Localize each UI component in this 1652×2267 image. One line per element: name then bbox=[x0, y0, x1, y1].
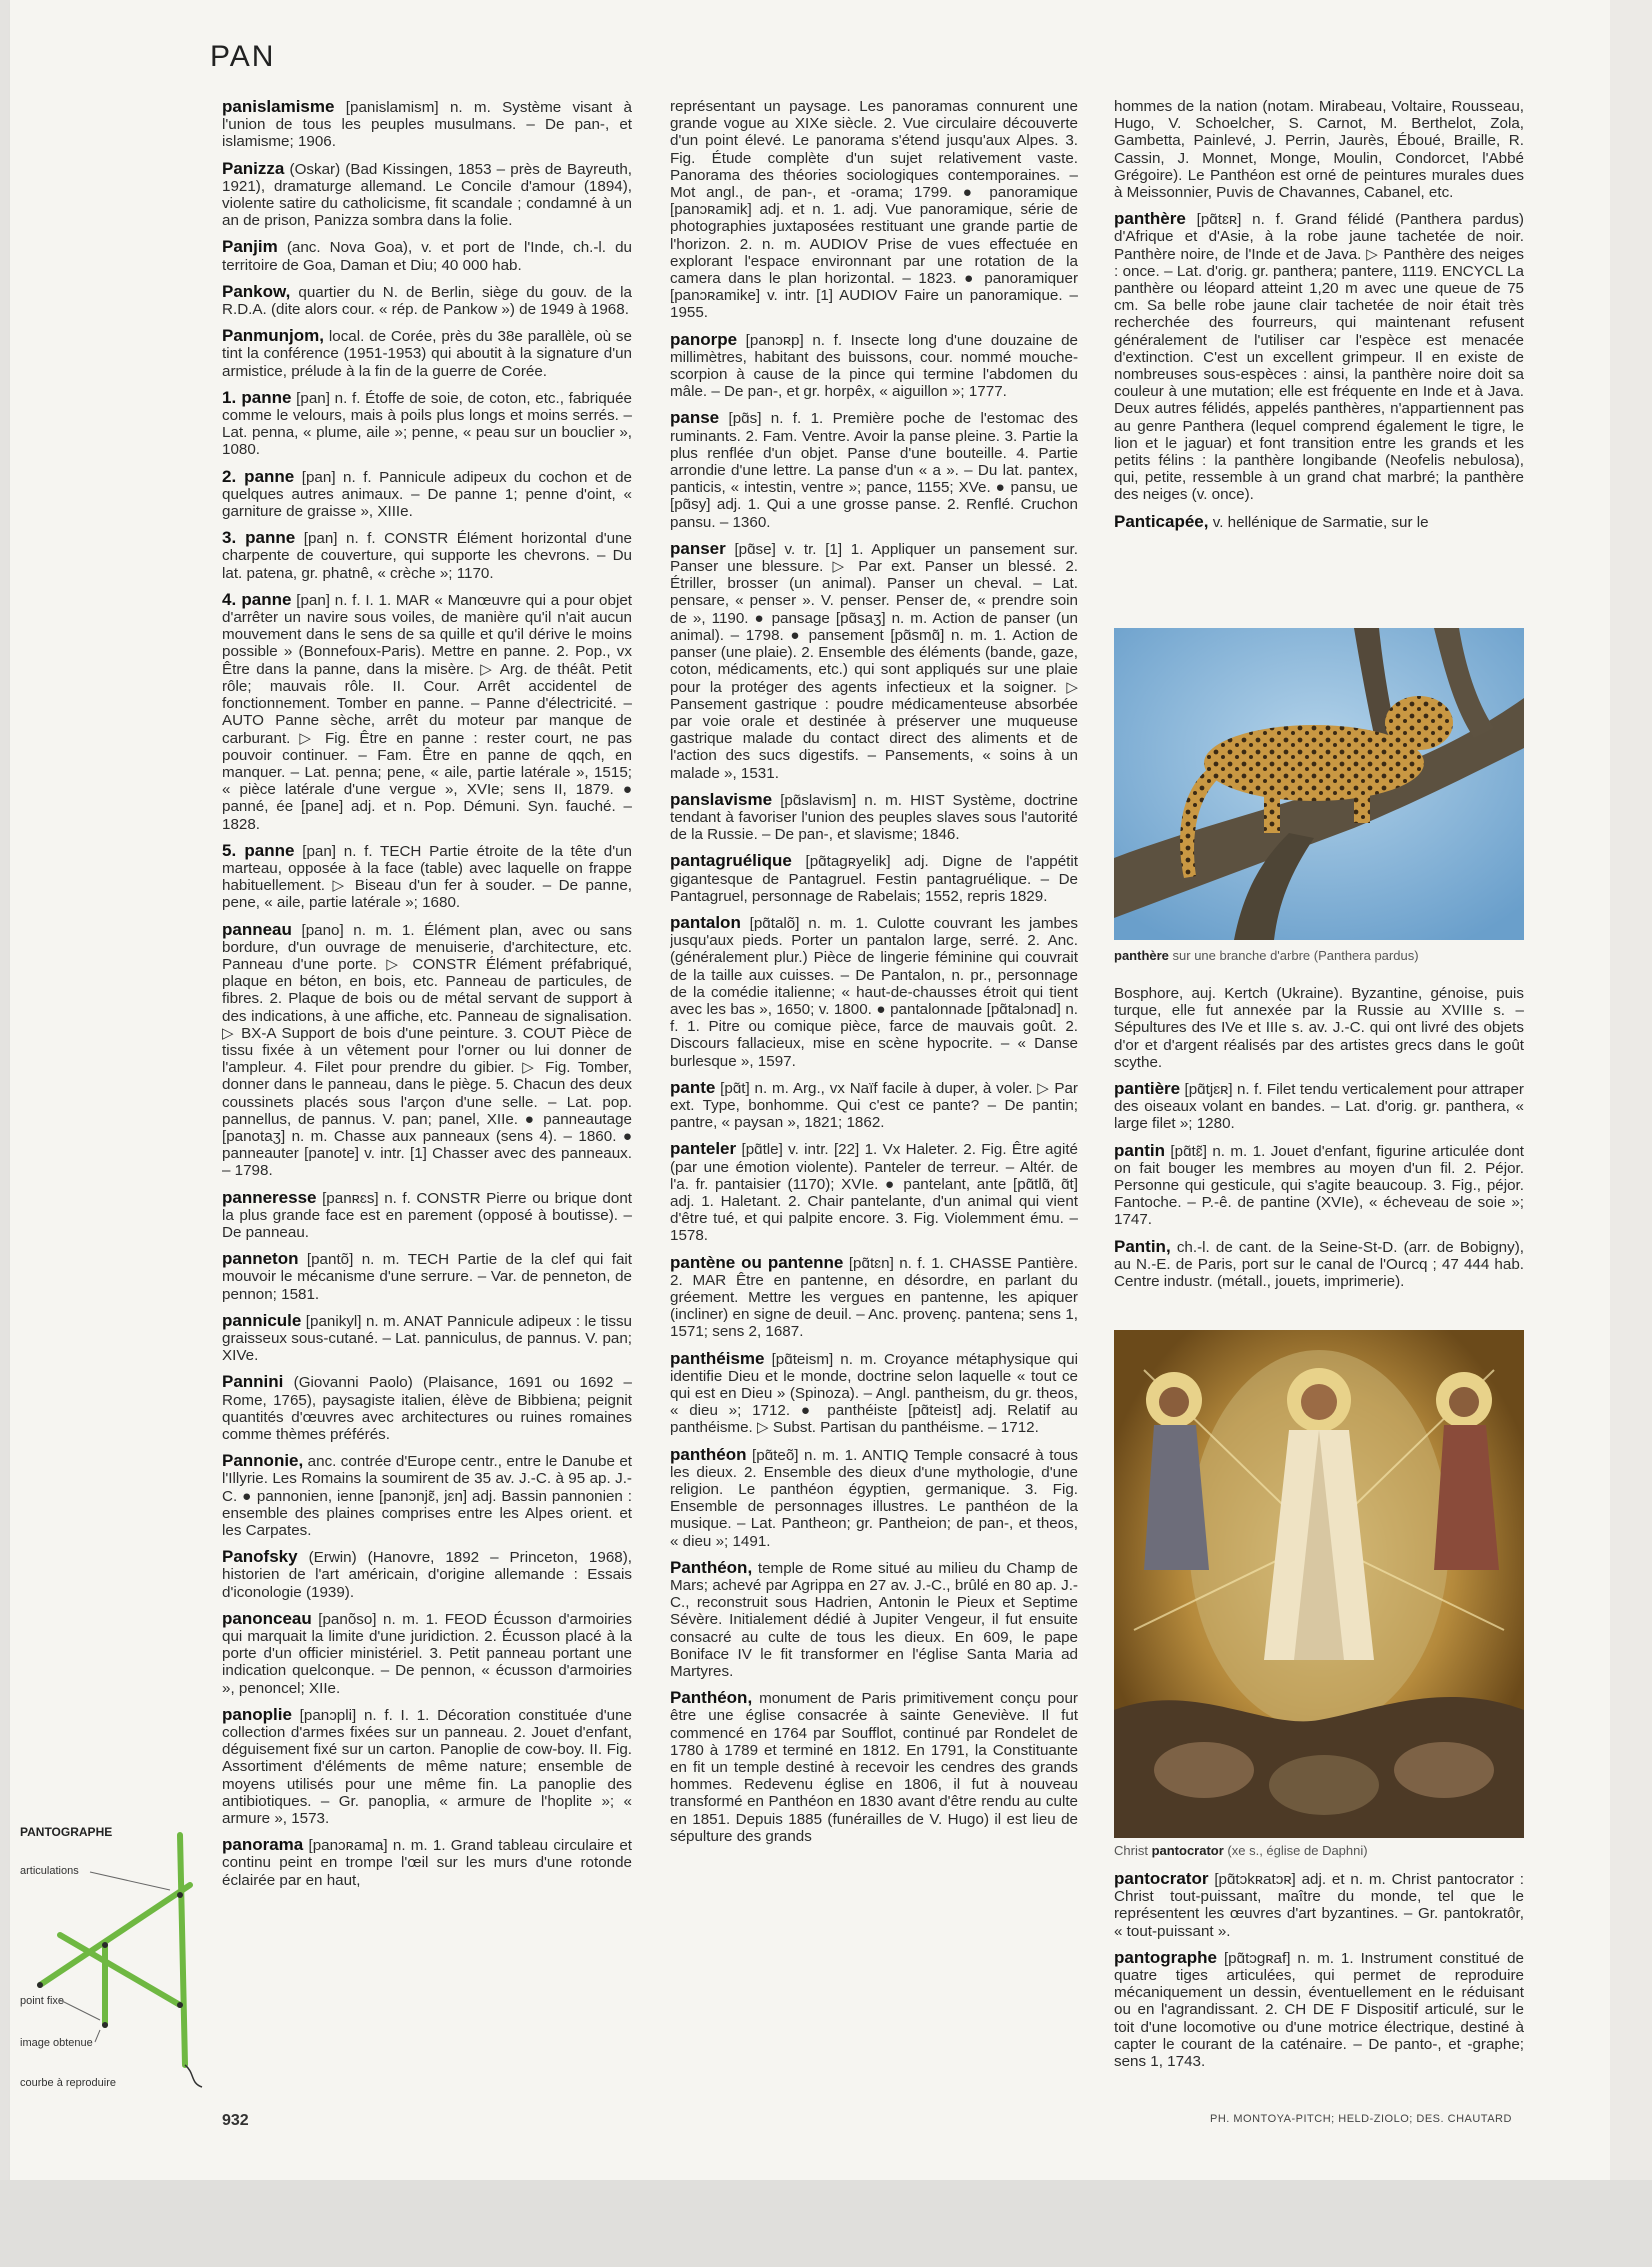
entry-definition: [pɑ̃tɔgʀaf] n. m. 1. Instrument constitué de quatre tiges articulées, qui permet de reproduire mécaniquement un dessin, éventuellement en le réduisant ou en l'agrandissant. 2. CH DE F Dispositif articulé, sur le toit d'une locomotive ou d'une motrice électrique, destiné à capter le courant de la caténaire. – De panto-, et -graphe; sens 1, 1743. bbox=[1114, 1949, 1524, 2071]
label-articulations: articulations bbox=[20, 1865, 79, 1877]
dictionary-entry bbox=[222, 1836, 632, 1889]
entry-definition: (Oskar) (Bad Kissingen, 1853 – près de Bayreuth, 1921), dramaturge allemand. Le Concile d'amour (1894), violente satire du catholicisme, fit scandale ; condamné à un an de prison, Panizza sombra dans la folie. bbox=[222, 160, 632, 230]
panther-caption bbox=[1114, 948, 1419, 963]
entry-headword: Pannonie, bbox=[222, 1451, 304, 1471]
entry-definition: [pɑ̃s] n. f. 1. Première poche de l'estomac des ruminants. 2. Fam. Ventre. Avoir la panse pleine. 3. Partie la plus renflée d'un objet. Panse d'une bouteille. 4. Partie arrondie d'une lettre. La panse d'un « a ». – Du lat. pantex, panticis, « intestin, ventre »; pance, 1155; XVe. ● pansu, ue [pɑ̃sy] adj. 1. Qui a une grosse panse. 2. Renflé. Cruchon pansu. – 1360. bbox=[670, 410, 1078, 531]
column-3-bottom bbox=[1114, 1870, 1524, 2080]
column-3-top bbox=[1114, 98, 1524, 613]
entry-headword: panteler bbox=[670, 1139, 737, 1159]
entry-definition: [pan] n. f. Étoffe de soie, de coton, etc., fabriquée comme le velours, mais à poils plus longs et moins serrés. – Lat. penna, « plume, aile »; penne, « peau sur un bouclier », 1080. bbox=[222, 389, 632, 459]
panther-caption-rest: sur une branche d'arbre (Panthera pardus) bbox=[1168, 948, 1419, 963]
entry-headword: panser bbox=[670, 538, 726, 558]
label-image-obtenue: image obtenue bbox=[20, 2037, 93, 2049]
entry-definition: [panislamism] n. m. Système visant à l'union de tous les peuples musulmans. – De pan-, et islamisme; 1906. bbox=[222, 99, 632, 151]
dictionary-entry bbox=[670, 1350, 1078, 1437]
page-header: PAN bbox=[210, 40, 276, 73]
next-page-edge bbox=[1610, 0, 1652, 2180]
entry-definition: [pɑ̃tjɛʀ] n. f. Filet tendu verticalement pour attraper des oiseaux volant en bandes. – Lat. d'orig. gr. panthera, « large filet »; 1280. bbox=[1114, 1081, 1524, 1133]
dictionary-entry bbox=[222, 1706, 632, 1827]
entry-definition: [pan] n. f. CONSTR Élément horizontal d'une charpente de couverture, qui supporte les chevrons. – Du lat. patena, gr. phatnê, « crèche »; 1170. bbox=[222, 530, 632, 582]
entry-definition: [pɑ̃slavism] n. m. HIST Système, doctrine tendant à favoriser l'union des peuples slaves sous l'autorité de la Russie. – De pan-, et slavisme; 1846. bbox=[670, 791, 1078, 844]
dictionary-entry bbox=[670, 914, 1078, 1070]
column-1 bbox=[222, 98, 632, 2083]
entry-definition: [pɑ̃tɛ̃] n. m. 1. Jouet d'enfant, figurine articulée dont on fait bouger les membres au moyen d'un fil. 2. Péjor. Personne qui gesticule, qui s'agite beaucoup. 3. Fig., péjor. Fantoche. – P.-ê. de pantine (XVIe), « écheveau de soie »; 1747. bbox=[1114, 1142, 1524, 1229]
entry-headword: Panizza bbox=[222, 158, 285, 178]
entry-definition: temple de Rome situé au milieu du Champ de Mars; achevé par Agrippa en 27 av. J.-C., brûlé en 80 ap. J.-C., reconstruit sous Hadrien, Antonin le Pieux et Septime Sévère. Initialement dédié à Jupiter Vengeur, il fut ensuite consacré au culte de tous les dieux. En 609, le pape Boniface IV le fit transformer en l'église Santa Maria ad Martyres. bbox=[670, 1559, 1078, 1681]
dictionary-entry bbox=[1114, 98, 1524, 201]
mosaic-caption-bold: pantocrator bbox=[1151, 1843, 1224, 1858]
entry-headword: panislamisme bbox=[222, 98, 335, 116]
dictionary-entry bbox=[222, 468, 632, 521]
pantographe-title: PANTOGRAPHE bbox=[20, 1825, 113, 1839]
entry-headword: Pantin, bbox=[1114, 1236, 1171, 1256]
dictionary-entry bbox=[670, 409, 1078, 530]
entry-definition: [pɑ̃tɛn] n. f. 1. CHASSE Pantière. 2. MAR Être en pantenne, en désordre, en parlant du gréement. Mettre les vergues en pantenne, les apiquer (incliner) en signe de deuil. – Anc. provenç. pantena; sens 1, 1571; sens 2, 1687. bbox=[670, 1254, 1078, 1341]
dictionary-entry bbox=[222, 1189, 632, 1242]
entry-definition: [pɑ̃tle] v. intr. [22] 1. Vx Haleter. 2. Fig. Être agité (par une émotion violente). Panteler de terreur. – Altér. de l'a. fr. pantaisier (1170); XVIe. ● pantelant, ante [pɑ̃tlɑ̃, ɑ̃t] adj. 1. Haletant. 2. Chair pantelante, d'un animal qui vient d'être tué, et qui palpite encore. 3. Fig. Violemment ému. – 1578. bbox=[670, 1141, 1078, 1245]
pantocrator-mosaic bbox=[1114, 1330, 1524, 1838]
dictionary-entry bbox=[1114, 1142, 1524, 1229]
panther-illustration bbox=[1114, 628, 1524, 940]
dictionary-entry bbox=[670, 1559, 1078, 1680]
dictionary-entry bbox=[670, 1689, 1078, 1845]
entry-definition: [pan] n. f. TECH Partie étroite de la tête d'un marteau, opposée à la face (table) avec laquelle on frappe habituellement. ▷ Biseau d'un fer à souder. – De panne, pene, « aile, partie latérale »; 1680. bbox=[222, 842, 632, 912]
entry-definition: [pɑ̃tɛʀ] n. f. Grand félidé (Panthera pardus) d'Afrique et d'Asie, à la robe jaune tachetée de noir. Panthère noire, de l'Inde et de Java. ▷ Panthère des neiges : once. – Lat. d'orig. gr. panthera; pantere, 1119. ENCYCL La panthère ou léopard atteint 1,20 m avec une queue de 75 cm. Sa belle robe jaune clair tachetée de noir était très recherchée des fourreurs, qui maintenant refusent généralement de l'utiliser car l'espèce est menacée d'extinction. C'est un excellent grimpeur. Il en existe de nombreuses sous-espèces : ainsi, la panthère noire doit sa couleur à une mutation; elle est fréquente en Inde et à Java. Deux autres félidés, appelés panthères, n'appartiennent pas au genre Panthera (lequel comprend également le tigre, le lion et le jaguar) et font transition entre les grands et les petits félins : la panthère longibande (Neofelis nebulosa), qui, petite, ressemble à un grand chat marbré; la panthère des neiges (v. once). bbox=[1114, 211, 1524, 504]
dictionary-entry bbox=[222, 160, 632, 230]
dictionary-entry bbox=[222, 98, 632, 151]
entry-headword: panorama bbox=[222, 1835, 304, 1855]
dictionary-entry bbox=[222, 1373, 632, 1443]
entry-definition: représentant un paysage. Les panoramas connurent une grande vogue au XIXe siècle. 2. Vue circulaire découverte d'un point élevé. Le panorama s'étend jusqu'aux Alpes. 3. Fig. Étude complète d'un sujet relativement vaste. Panorama des théories sociologiques contemporaines. – Mot angl., de pan-, et -orama; 1799. ● panoramique [panɔʀamik] adj. et n. 1. adj. Vue panoramique, série de photographies juxtaposées restituant une grande partie de l'horizon. 2. n. m. AUDIOV Prise de vues effectuée en explorant l'espace environnant par une rotation de la camera dans le plan horizontal. – 1823. ● panoramiquer [panɔʀamike] v. intr. [1] AUDIOV Faire un panoramique. – 1955. bbox=[670, 98, 1078, 322]
entry-headword: panneau bbox=[222, 919, 292, 939]
dictionary-entry bbox=[1114, 513, 1524, 531]
dictionary-entry bbox=[670, 791, 1078, 844]
entry-definition: [panʀɛs] n. f. CONSTR Pierre ou brique dont la plus grande face est en parement (opposé à boutisse). – De panneau. bbox=[222, 1189, 632, 1241]
entry-headword: 3. panne bbox=[222, 528, 296, 548]
entry-headword: Panthéon, bbox=[670, 1688, 753, 1708]
entry-definition: [pɑ̃talõ] n. m. 1. Culotte couvrant les jambes jusqu'aux pieds. Porter un pantalon large, serré. 2. Anc. (généralement plur.) Pièce de lingerie féminine qui couvrait de la taille aux cuisses. – De Pantalon, n. pr., personnage de la comédie italienne; « haut-de-chausses étroit qui tient avec les bas », 1650; v. 1800. ● pantalonnade [pɑ̃talɔnad] n. f. 1. Pitre ou comique pièce, farce de mauvais goût. 2. Discours fallacieux, mise en scène hypocrite. – « Danse burlesque », 1597. bbox=[670, 914, 1078, 1070]
entry-headword: panslavisme bbox=[670, 789, 773, 809]
dictionary-entry bbox=[670, 852, 1078, 905]
dictionary-entry bbox=[222, 1610, 632, 1697]
dictionary-entry bbox=[222, 1452, 632, 1539]
dictionary-entry bbox=[222, 591, 632, 833]
dictionary-entry bbox=[670, 98, 1078, 322]
label-point-fixe: point fixe bbox=[20, 1995, 65, 2007]
entry-definition: v. hellénique de Sarmatie, sur le bbox=[1212, 513, 1429, 531]
dictionary-entry bbox=[670, 1079, 1078, 1132]
entry-definition: Bosphore, auj. Kertch (Ukraine). Byzantine, génoise, puis turque, elle fut annexée par la Russie au XVIIIe s. – Sépultures des IVe et IIIe s. av. J.-C. qui ont livré des objets d'or et d'argent réalisés par des artistes grecs dans le goût scythe. bbox=[1114, 985, 1524, 1071]
mosaic-caption-pre: Christ bbox=[1114, 1843, 1152, 1858]
entry-definition: local. de Corée, près du 38e parallèle, où se tint la conférence (1951-1953) qui aboutit à la signature d'un armistice, prélude à la fin de la guerre de Corée. bbox=[222, 328, 632, 380]
entry-headword: pantène ou pantenne bbox=[670, 1252, 844, 1272]
dictionary-entry bbox=[670, 1140, 1078, 1244]
entry-definition: [panɔʀp] n. f. Insecte long d'une douzaine de millimètres, habitant des buissons, cour. nommé mouche-scorpion à cause de la pince qui termine l'abdomen du mâle. – De pan-, et gr. horpêx, « aiguillon »; 1777. bbox=[670, 331, 1078, 401]
entry-headword: panthéisme bbox=[670, 1348, 765, 1368]
dictionary-entry bbox=[1114, 1949, 1524, 2070]
entry-definition: [pɑ̃t] n. m. Arg., vx Naïf facile à duper, à voler. ▷ Par ext. Type, bonhomme. Qui c'est ce pante? – De pantin; pantre, « paysan », 1821; 1862. bbox=[670, 1079, 1078, 1132]
dictionary-entry bbox=[1114, 1870, 1524, 1940]
entry-headword: 2. panne bbox=[222, 466, 295, 486]
entry-headword: panonceau bbox=[222, 1608, 312, 1628]
dictionary-entry bbox=[1114, 210, 1524, 503]
entry-definition: [panɔʀama] n. m. 1. Grand tableau circulaire et continu peint en trompe l'œil sur les murs d'une rotonde éclairée par en haut, bbox=[222, 1837, 632, 1889]
entry-headword: Pannini bbox=[222, 1372, 284, 1392]
dictionary-entry bbox=[670, 331, 1078, 401]
entry-headword: 1. panne bbox=[222, 387, 292, 407]
mosaic-caption-rest: (xe s., église de Daphni) bbox=[1223, 1843, 1368, 1858]
entry-definition: [pɑ̃teism] n. m. Croyance métaphysique qui identifie Dieu et le monde, doctrine selon laquelle « tout ce qui est en Dieu » (Spinoza). – Angl. pantheism, du gr. theos, « dieu »; 1712. ● panthéiste [pɑ̃teist] adj. Relatif au panthéisme. ▷ Subst. Partisan du panthéisme. – 1712. bbox=[670, 1350, 1078, 1437]
entry-headword: Panjim bbox=[222, 237, 278, 257]
entry-headword: pantographe bbox=[1114, 1947, 1217, 1967]
panther-caption-bold: panthère bbox=[1114, 948, 1169, 963]
entry-headword: panoplie bbox=[222, 1704, 292, 1724]
entry-headword: Panthéon, bbox=[670, 1557, 753, 1577]
entry-definition: [pano] n. m. 1. Élément plan, avec ou sans bordure, d'un ouvrage de menuiserie, d'architecture, etc. Panneau d'une porte. ▷ CONSTR Élément préfabriqué, plaque en béton, en bois, etc. Panneau de particules, de fibres. 2. Plaque de bois ou de métal servant de support à des indications, à une affiche, etc. Panneau de signalisation. ▷ BX-A Support de bois d'une peinture. 3. COUT Pièce de tissu fixée à un vêtement pour l'orner ou lui donner de l'ampleur. 4. Filet pour prendre du gibier. ▷ Fig. Tomber, donner dans le panneau, dans le piège. 5. Chacun des deux coussinets placés sous l'arçon d'une selle. – Lat. pop. pannellus, de pannus. V. pan; panel, XIIe. ● panneautage [panotaʒ] n. m. Chasse aux panneaux (sens 4). – 1860. ● panneauter [panote] v. intr. [1] Chasser avec des panneaux. – 1798. bbox=[222, 921, 632, 1180]
entry-headword: pantière bbox=[1114, 1079, 1181, 1099]
dictionary-entry bbox=[222, 1312, 632, 1365]
entry-headword: pantin bbox=[1114, 1140, 1165, 1160]
entry-definition: (Giovanni Paolo) (Plaisance, 1691 ou 1692 – Rome, 1765), paysagiste italien, élève de Bibbiena; peignit quantités d'œuvres avec architectures ou ruines romaines comme thèmes préférés. bbox=[222, 1374, 632, 1444]
entry-definition: anc. contrée d'Europe centr., entre le Danube et l'Illyrie. Les Romains la soumirent de 35 av. J.-C. à 95 ap. J.-C. ● pannonien, ienne [panɔnjɛ̃, jɛn] adj. Bassin pannonien : ensemble des plaines comprises entre les Alpes orient. et les Carpates. bbox=[222, 1453, 632, 1540]
dictionary-entry bbox=[222, 327, 632, 380]
entry-headword: 4. panne bbox=[222, 589, 292, 609]
dictionary-entry bbox=[670, 1254, 1078, 1341]
dictionary-entry bbox=[670, 1446, 1078, 1550]
dictionary-entry bbox=[222, 1548, 632, 1601]
entry-headword: Panmunjom, bbox=[222, 326, 325, 346]
entry-definition: [pɑ̃se] v. tr. [1] 1. Appliquer un pansement sur. Panser une blessure. ▷ Par ext. Panser un blessé. 2. Étriller, brosser (un animal). Panser un cheval. – Lat. pensare, « penser ». V. penser. Penser de, « prendre soin de », 1190. ● pansage [pɑ̃saʒ] n. m. Action de panser (un animal). – 1798. ● pansement [pɑ̃smɑ̃] n. m. 1. Action de panser (une plaie). 2. Ensemble des éléments (bande, gaze, coton, médicaments, etc.) qui sont appliqués sur une plaie pour la protéger des agents infectieux et la soigner. ▷ Pansement gastrique : poudre médicamenteuse absorbée par voie orale et destinée à préserver une muqueuse gastrique malade du contact direct des aliments et de l'action des sucs digestifs. – Pansements, « soins à un malade », 1531. bbox=[670, 540, 1078, 782]
entry-definition: [panikyl] n. m. ANAT Pannicule adipeux : le tissu graisseux sous-cutané. – Lat. panniculus, de pannus. V. pan; XIVe. bbox=[222, 1312, 632, 1365]
entry-headword: pantocrator bbox=[1114, 1870, 1209, 1888]
dictionary-entry bbox=[1114, 1238, 1524, 1291]
scan-background bbox=[0, 2180, 1652, 2267]
dictionary-entry bbox=[1114, 1080, 1524, 1133]
entry-definition: [panɔpli] n. f. I. 1. Décoration constituée d'une collection d'armes fixées sur un panneau. 2. Jouet d'enfant, déguisement fixé sur un carton. Panoplie de cow-boy. II. Fig. Assortiment d'éléments de même nature; ensemble de moyens utilisés pour une même fin. La panoplie des antibiotiques. – Gr. panoplia, « armure de l'hoplite »; « armure », 1573. bbox=[222, 1706, 632, 1828]
panther-photo bbox=[1114, 628, 1524, 940]
dictionary-entry bbox=[1114, 985, 1524, 1071]
entry-definition: quartier du N. de Berlin, siège du gouv. de la R.D.A. (dite alors cour. « rép. de Pankow ») de 1949 à 1968. bbox=[222, 283, 632, 319]
entry-headword: Panofsky bbox=[222, 1547, 298, 1567]
entry-definition: [panõso] n. m. 1. FEOD Écusson d'armoiries qui marquait la limite d'une juridiction. 2. Écusson placé à la porte d'un officier ministériel. 3. Petit panneau portant une indication quelconque. – De pennon, « écusson d'armoiries », penoncel; XIIe. bbox=[222, 1610, 632, 1697]
dictionary-entry bbox=[222, 283, 632, 318]
entry-headword: panorpe bbox=[670, 329, 738, 349]
entry-definition: [pɑ̃teõ] n. m. 1. ANTIQ Temple consacré à tous les dieux. 2. Ensemble des dieux d'une mythologie, d'une religion. Le panthéon égyptien, germanique. 3. Fig. Ensemble de personnages illustres. Le panthéon de la musique. – Lat. Pantheon; gr. Pantheion; de pan-, et theos, « dieu »; 1491. bbox=[670, 1446, 1078, 1550]
entry-headword: pante bbox=[670, 1077, 716, 1097]
entry-definition: [pantõ] n. m. TECH Partie de la clef qui fait mouvoir le mécanisme d'une serrure. – Var. de penneton, de pennon; 1581. bbox=[222, 1251, 632, 1303]
entry-definition: ch.-l. de cant. de la Seine-St-D. (arr. de Bobigny), au N.-E. de Paris, port sur le canal de l'Ourcq ; 47 444 hab. Centre industr. (métall., jouets, imprimerie). bbox=[1114, 1238, 1524, 1291]
entry-headword: panthéon bbox=[670, 1444, 747, 1464]
dictionary-entry bbox=[222, 921, 632, 1180]
entry-headword: pantalon bbox=[670, 912, 741, 932]
dictionary-entry bbox=[222, 842, 632, 912]
entry-headword: panse bbox=[670, 408, 720, 428]
entry-definition: [pan] n. f. Pannicule adipeux du cochon et de quelques autres animaux. – De panne 1; penne d'oint, « garniture de graisse », XIIIe. bbox=[222, 468, 632, 521]
mosaic-caption bbox=[1114, 1843, 1368, 1858]
entry-definition: [pɑ̃tagʀyelik] adj. Digne de l'appétit gigantesque de Pantagruel. Festin pantagruélique. – De Pantagruel, personnage de Rabelais; 1552, repris 1829. bbox=[670, 853, 1078, 905]
entry-headword: panneresse bbox=[222, 1187, 317, 1207]
entry-definition: (Erwin) (Hanovre, 1892 – Princeton, 1968), historien de l'art américain, d'origine allemande : Essais d'iconologie (1939). bbox=[222, 1549, 632, 1601]
photo-credit: PH. MONTOYA-PITCH; HELD-ZIOLO; DES. CHAUTARD bbox=[1210, 2113, 1512, 2125]
dictionary-entry bbox=[222, 238, 632, 273]
column-2 bbox=[670, 98, 1078, 2083]
entry-headword: panneton bbox=[222, 1249, 299, 1269]
entry-headword: pannicule bbox=[222, 1310, 302, 1330]
dictionary-entry bbox=[222, 529, 632, 582]
dictionary-entry bbox=[222, 1250, 632, 1303]
entry-headword: Panticapée, bbox=[1114, 511, 1209, 531]
entry-headword: panthère bbox=[1114, 209, 1186, 229]
column-3-middle bbox=[1114, 985, 1524, 1320]
mosaic-illustration bbox=[1114, 1330, 1524, 1838]
label-courbe: courbe à reproduire bbox=[20, 2077, 117, 2089]
page-number: 932 bbox=[222, 2112, 249, 2129]
dictionary-entry bbox=[222, 389, 632, 459]
entry-definition: hommes de la nation (notam. Mirabeau, Voltaire, Rousseau, Hugo, V. Schoelcher, S. Carnot, M. Berthelot, Zola, Gambetta, Painlevé, J. Perrin, Jaurès, Éboué, Braille, R. Cassin, J. Monnet, Monge, Moulin, Condorcet, l'Abbé Grégoire). Le Panthéon est orné de peintures murales dues à Meissonnier, Puvis de Chavannes, Cabanel, etc. bbox=[1114, 98, 1524, 202]
dictionary-entry bbox=[670, 540, 1078, 782]
entry-headword: 5. panne bbox=[222, 840, 295, 860]
pantographe-diagram bbox=[20, 1825, 220, 2095]
entry-definition: [pan] n. f. I. 1. MAR « Manœuvre qui a pour objet d'arrêter un navire sous voiles, de manière qu'il n'ait aucun mouvement dans le sens de sa quille et qu'il dérive le moins possible » (Bonnefoux-Paris). Mettre en panne. 2. Pop., vx Être dans la panne, dans la misère. ▷ Arg. de théât. Petit rôle; mauvais rôle. II. Cour. Arrêt accidentel de fonctionnement. Tomber en panne. – Panne d'électricité. – AUTO Panne sèche, arrêt du moteur par manque de carburant. ▷ Fig. Être en panne : rester court, ne pas pouvoir continuer. – Fam. Être en panne de qqch, en manquer. – Lat. penna; pene, « aile, partie latérale », 1515; « pièce latérale d'une vergue », XVIe; sens II, 1879. ● panné, ée [pane] adj. et n. Pop. Démuni. Syn. fauché. – 1828. bbox=[222, 591, 632, 833]
entry-definition: monument de Paris primitivement conçu pour être une église consacrée à sainte Geneviève. Il fut commencé en 1764 par Soufflot, continué par Rondelet de 1780 à 1789 et terminé en 1812. En 1791, la Constituante en fit un temple destiné à recevoir les cendres des grands hommes. Redevenu église en 1806, il fut à nouveau transformé en Panthéon en 1830 avant d'être rendu au culte en 1851. Depuis 1885 (funérailles de V. Hugo) il est lieu de sépulture des grands bbox=[670, 1690, 1078, 1845]
entry-headword: Pankow, bbox=[222, 281, 291, 301]
entry-definition: [pɑ̃tɔkʀatɔʀ] adj. et n. m. Christ pantocrator : Christ tout-puissant, maître du monde, tel que le représentent les œuvres d'art byzantines. – Gr. pantokratôr, « tout-puissant ». bbox=[1114, 1871, 1524, 1940]
entry-definition: (anc. Nova Goa), v. et port de l'Inde, ch.-l. du territoire de Goa, Daman et Diu; 40 000 hab. bbox=[222, 239, 632, 274]
entry-headword: pantagruélique bbox=[670, 851, 792, 871]
